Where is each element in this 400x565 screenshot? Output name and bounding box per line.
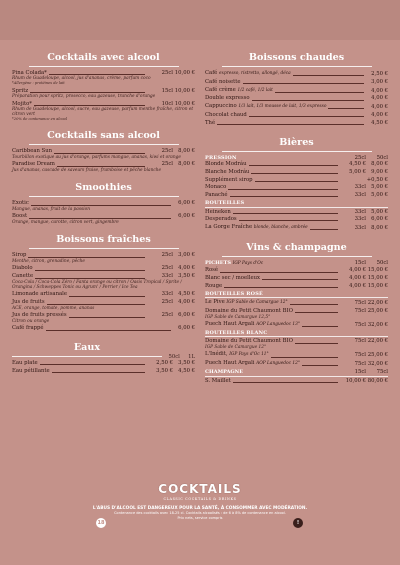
- item-name: Puech Haut Argali AOP Languedoc 12°: [205, 360, 301, 367]
- item-price: 6,00 €: [371, 216, 388, 223]
- section-title-smoothies: Smoothies: [12, 182, 195, 197]
- subhead-pichets: PICHETS: [205, 259, 231, 266]
- item-price: 2,50 €: [371, 71, 388, 77]
- item-name: Paradise Dream: [12, 161, 55, 168]
- menu-item: [205, 192, 388, 198]
- item-name: Panaché: [205, 192, 228, 199]
- item-name: Café crème 1/2 café, 1/2 lait: [205, 86, 273, 93]
- item-name: Rouge: [205, 283, 223, 290]
- item-name: L'Inédit, IGP Pays d'Oc 11°: [205, 351, 269, 358]
- item-name: Diabolo: [12, 265, 33, 272]
- left-column: [12, 52, 195, 374]
- item-volume: 10,00 €: [345, 377, 366, 384]
- item-price: 25,00 €: [367, 352, 388, 359]
- item-price: 6,00 €: [178, 200, 195, 207]
- item-name: Jus de fruits pressés: [12, 312, 67, 319]
- section-title-vins: Vins & champagne: [205, 242, 388, 257]
- item-volume: 33cl: [161, 291, 173, 298]
- item-note: *Allergène : protéines de lait: [12, 81, 65, 86]
- menu-item-limonade: [12, 291, 195, 297]
- item-price: 3,50 €: [178, 273, 195, 280]
- item-volume: 33cl: [354, 225, 366, 232]
- item-description: 1/2 café, 1/2 lait: [237, 87, 273, 93]
- item-name: Mojito*: [12, 100, 32, 107]
- item-name: Boost: [12, 213, 28, 220]
- item-price: 15,00 €: [367, 275, 388, 282]
- col-header: 15cl: [354, 369, 366, 376]
- menu-item: [205, 79, 388, 85]
- item-price-50cl: 3,50 €: [156, 367, 173, 374]
- menu-item: [205, 169, 388, 175]
- menu-item: [205, 177, 388, 183]
- item-name: Double expresso: [205, 95, 250, 102]
- menu-item: [205, 360, 388, 367]
- item-name: Puech Haut Argali AOP Languedoc 13°: [205, 321, 301, 328]
- item-name: Limonade artisanale: [12, 291, 67, 298]
- item-price-50cl: 2,50 €: [156, 359, 173, 366]
- item-volume: 33cl: [354, 192, 366, 199]
- menu-item: [205, 161, 388, 167]
- subhead-bouteilles-rose: BOUTEILLES ROSÉ: [205, 291, 388, 299]
- item-volume: 4,00 €: [349, 267, 366, 274]
- item-name: Blonde Modráu: [205, 161, 247, 168]
- item-description: IGP Sable de Camargue 12°: [226, 300, 288, 306]
- menu-item: [205, 283, 388, 289]
- item-volume: 25cl: [161, 265, 173, 272]
- item-name: Monaco: [205, 184, 227, 191]
- col-header: 75cl: [376, 369, 388, 376]
- item-price: 4,00 €: [371, 87, 388, 94]
- col-header: 15cl: [354, 259, 366, 266]
- item-name: Canette: [12, 273, 34, 280]
- menu-item: [205, 321, 388, 328]
- menu-item: [205, 299, 388, 306]
- item-description: Rhum de Guadeloupe, alcool, sucre, eau gazeuse, parfum menthe fraîche, citron et citron vert: [12, 107, 194, 118]
- subhead-pression: PRESSION: [205, 154, 237, 161]
- item-name: Chocolat chaud: [205, 111, 247, 118]
- item-description: Orange, mangue, carotte, citron vert, gingembre: [12, 219, 119, 225]
- item-name: Sirop: [12, 252, 27, 259]
- item-volume: 15cl: [161, 87, 173, 94]
- item-name: Exotic: [12, 200, 29, 207]
- item-price: 5,00 €: [371, 208, 388, 215]
- pregnancy-warning-icon: !: [293, 518, 303, 528]
- item-price: 80,00 €: [367, 377, 388, 384]
- item-price: 5,00 €: [371, 192, 388, 199]
- item-volume: 10cl: [161, 100, 173, 107]
- item-volume: 25cl: [161, 252, 173, 259]
- item-volume: 4,00 €: [349, 275, 366, 282]
- col-header: 1L: [188, 353, 195, 360]
- item-name: Pina Colada*: [12, 70, 47, 76]
- right-column: [205, 52, 388, 385]
- subhead-bouteilles: BOUTEILLES: [205, 200, 388, 208]
- item-price: 8,00 €: [371, 161, 388, 168]
- item-price: 15,00 €: [367, 267, 388, 274]
- col-header: 50cl: [168, 353, 180, 360]
- brand-logo: COCKTAILS: [158, 482, 242, 496]
- item-price: 8,00 €: [371, 225, 388, 232]
- item-price: 32,00 €: [367, 322, 388, 329]
- menu-item-diabolo: [12, 265, 195, 271]
- item-price: 4,50 €: [178, 291, 195, 298]
- item-volume: 25cl: [161, 312, 173, 319]
- item-name: Rosé: [205, 267, 219, 274]
- menu-item: [205, 120, 388, 126]
- section-title-boissons-fraiches: Boissons fraîches: [12, 234, 195, 249]
- champagne-header: [205, 369, 388, 377]
- item-description: expresso, ristretto, allongé, déca: [219, 71, 291, 76]
- item-name: Desperados: [205, 216, 237, 223]
- pichets-desc: IGP Pays d'Oc: [232, 260, 264, 266]
- menu-item: [205, 70, 388, 77]
- item-price: 3,00 €: [371, 78, 388, 85]
- item-price-1l: 3,50 €: [178, 359, 195, 366]
- footer: [0, 478, 400, 521]
- item-name: Jus de fruits: [12, 299, 45, 306]
- item-description: Coca-Cola / Coca-Cola Zéro / Fanta orange ou citron / Oasis Tropical / Sprite / Orangina / Schweppes Tonic ou Agrum' / Perrier / Ice Tea: [12, 279, 182, 290]
- item-description: Préparation pour spritz, prosecco, eau gazeuse, tranche d'orange: [12, 94, 156, 100]
- col-header: 25cl: [354, 154, 366, 161]
- item-price: 4,00 €: [371, 111, 388, 118]
- menu-item: [205, 112, 388, 118]
- item-volume: 75cl: [354, 300, 366, 307]
- menu-item-eau-plate: [12, 360, 195, 366]
- top-band: [0, 0, 400, 40]
- section-title-eaux: Eaux: [12, 342, 162, 357]
- item-description: Citron ou orange: [12, 318, 50, 324]
- item-price: 32,00 €: [367, 361, 388, 368]
- item-price: 5,00 €: [371, 184, 388, 191]
- item-price: 10,00 €: [174, 70, 195, 76]
- item-description: AOP Languedoc 13°: [256, 322, 301, 328]
- item-description: Menthe, citron, grenadine, pêche: [12, 258, 85, 264]
- item-name: Thé: [205, 119, 216, 126]
- menu-item: [205, 95, 388, 101]
- col-header: 50cl: [376, 259, 388, 266]
- menu-item: [205, 87, 388, 94]
- item-price: 8,00 €: [178, 161, 195, 168]
- menu-item: [205, 216, 388, 222]
- item-price: 4,00 €: [178, 265, 195, 272]
- section-title-cocktails-alcool: Cocktails avec alcool: [12, 52, 195, 67]
- item-volume: 33cl: [161, 273, 173, 280]
- item-volume: 75cl: [354, 361, 366, 368]
- item-price: 10,00 €: [174, 100, 195, 107]
- item-name: Blanche Modráu: [205, 168, 250, 175]
- menu-item: [205, 209, 388, 215]
- item-name: La Gorge Fraîche blonde, blanche, ambrée: [205, 224, 308, 231]
- item-description: blonde, blanche, ambrée: [253, 225, 308, 231]
- subhead-bouteilles-blanc: BOUTEILLES BLANC: [205, 330, 388, 338]
- menu-item: [205, 224, 388, 231]
- pichets-header: [205, 260, 388, 268]
- menu-item: [205, 267, 388, 273]
- menu-item: [205, 378, 388, 384]
- section-title-boissons-chaudes: Boissons chaudes: [205, 52, 388, 67]
- item-name: Eau plate: [12, 359, 38, 366]
- item-price: 10,00 €: [174, 87, 195, 94]
- item-price: 25,00 €: [367, 308, 388, 315]
- item-name: Domaine du Petit Chaumont BIO: [205, 308, 293, 315]
- item-price: 3,00 €: [178, 252, 195, 259]
- section-title-cocktails-sans-alcool: Cocktails sans alcool: [12, 130, 195, 145]
- item-description: IGP Pays d'Oc 11°: [229, 352, 269, 358]
- item-description: ACE, orange, tomate, pomme, ananas: [12, 305, 95, 311]
- item-volume: 5,00 €: [349, 168, 366, 175]
- menu-item-eau-petillante: [12, 368, 195, 374]
- item-price: 4,00 €: [371, 95, 388, 102]
- item-price: 22,00 €: [367, 300, 388, 307]
- item-volume: 25cl: [161, 161, 173, 168]
- menu-item: [205, 275, 388, 281]
- item-volume: 33cl: [354, 208, 366, 215]
- item-name: Blanc sec / moelleux: [205, 275, 261, 282]
- item-price-1l: 4,50 €: [178, 367, 195, 374]
- item-price: 8,00 €: [178, 148, 195, 155]
- item-description: 1/3 lait, 1/3 mousse de lait, 1/3 expresso: [238, 104, 327, 110]
- item-note: *20% de contenance en alcool: [12, 117, 67, 122]
- menu-item: [205, 103, 388, 110]
- item-name: Café noisette: [205, 78, 241, 85]
- item-price: 22,00 €: [367, 338, 388, 345]
- item-name: Domaine du Petit Chaumont BIO: [205, 338, 293, 345]
- item-price: 6,00 €: [178, 312, 195, 319]
- item-description: Mangue, ananas, fruit de la passion: [12, 206, 90, 212]
- footer-contenance: Contenance des cocktails avec 18-25 cl. Cocktails alcoolisés : de 6 à 8% de contenance en alcool.: [114, 511, 286, 515]
- item-description: AOP Languedoc 12°: [256, 361, 301, 367]
- item-volume: 75cl: [354, 308, 366, 315]
- brand-tagline: CLASSIC COCKTAILS & DRINKS: [163, 497, 237, 501]
- item-description: IGP Sable de Camargue 12,5°: [205, 314, 271, 320]
- item-volume: 33cl: [354, 216, 366, 223]
- age-18-icon: 18: [97, 520, 105, 526]
- item-price: 15,00 €: [367, 283, 388, 290]
- item-volume: 25cl: [161, 70, 173, 76]
- item-volume: 25cl: [161, 148, 173, 155]
- item-volume: 33cl: [354, 184, 366, 191]
- item-price: +0,50 €: [366, 176, 388, 183]
- item-name: Supplément sirop: [205, 176, 253, 183]
- section-title-bieres: Bières: [205, 137, 388, 152]
- item-name: S. Maillet: [205, 377, 231, 384]
- item-volume: 4,50 €: [349, 161, 366, 168]
- item-description: IGP Sable de Camargue 12°: [205, 344, 267, 350]
- item-name: Café expresso, ristretto, allongé, déca: [205, 70, 291, 76]
- item-description: Rhum de Guadeloupe, alcool, jus d'ananas, crème, parfum coco: [12, 76, 151, 82]
- menu-item: [205, 351, 388, 358]
- item-name: Eau pétillante: [12, 367, 50, 374]
- item-price: 6,00 €: [178, 325, 195, 332]
- item-price: 4,50 €: [371, 119, 388, 126]
- item-name: Spritz: [12, 87, 29, 94]
- item-description: Jus d'ananas, cascade de saveurs fraise, framboise et pêche blanche: [12, 167, 162, 173]
- item-name: Caribbean Sun: [12, 148, 53, 155]
- alcohol-warning: L'ABUS D'ALCOOL EST DANGEREUX POUR LA SANTÉ, À CONSOMMER AVEC MODÉRATION.: [92, 506, 308, 511]
- item-volume: 75cl: [354, 338, 366, 345]
- eaux-header: [12, 342, 195, 360]
- menu-item: [205, 184, 388, 190]
- item-volume: 75cl: [354, 322, 366, 329]
- item-description: Tourbillon exotique au jus d'orange, parfums mangue, ananas, kiwi et orange: [12, 154, 181, 160]
- item-price: 6,00 €: [178, 213, 195, 220]
- item-name: Café frappé: [12, 325, 44, 332]
- item-price: 9,00 €: [371, 168, 388, 175]
- col-header: 50cl: [376, 154, 388, 161]
- item-volume: 25cl: [161, 299, 173, 306]
- item-name: Le Pive IGP Sable de Camargue 12°: [205, 299, 288, 306]
- item-price: 4,00 €: [178, 299, 195, 306]
- item-name: Heineken: [205, 208, 231, 215]
- footer-prix: Prix nets, service compris: [177, 516, 223, 520]
- item-price: 4,00 €: [371, 104, 388, 111]
- subhead-champagne: CHAMPAGNE: [205, 369, 244, 376]
- item-name: Cappuccino 1/3 lait, 1/3 mousse de lait, 1/3 expresso: [205, 103, 327, 110]
- item-volume: 4,00 €: [349, 283, 366, 290]
- item-volume: 75cl: [354, 352, 366, 359]
